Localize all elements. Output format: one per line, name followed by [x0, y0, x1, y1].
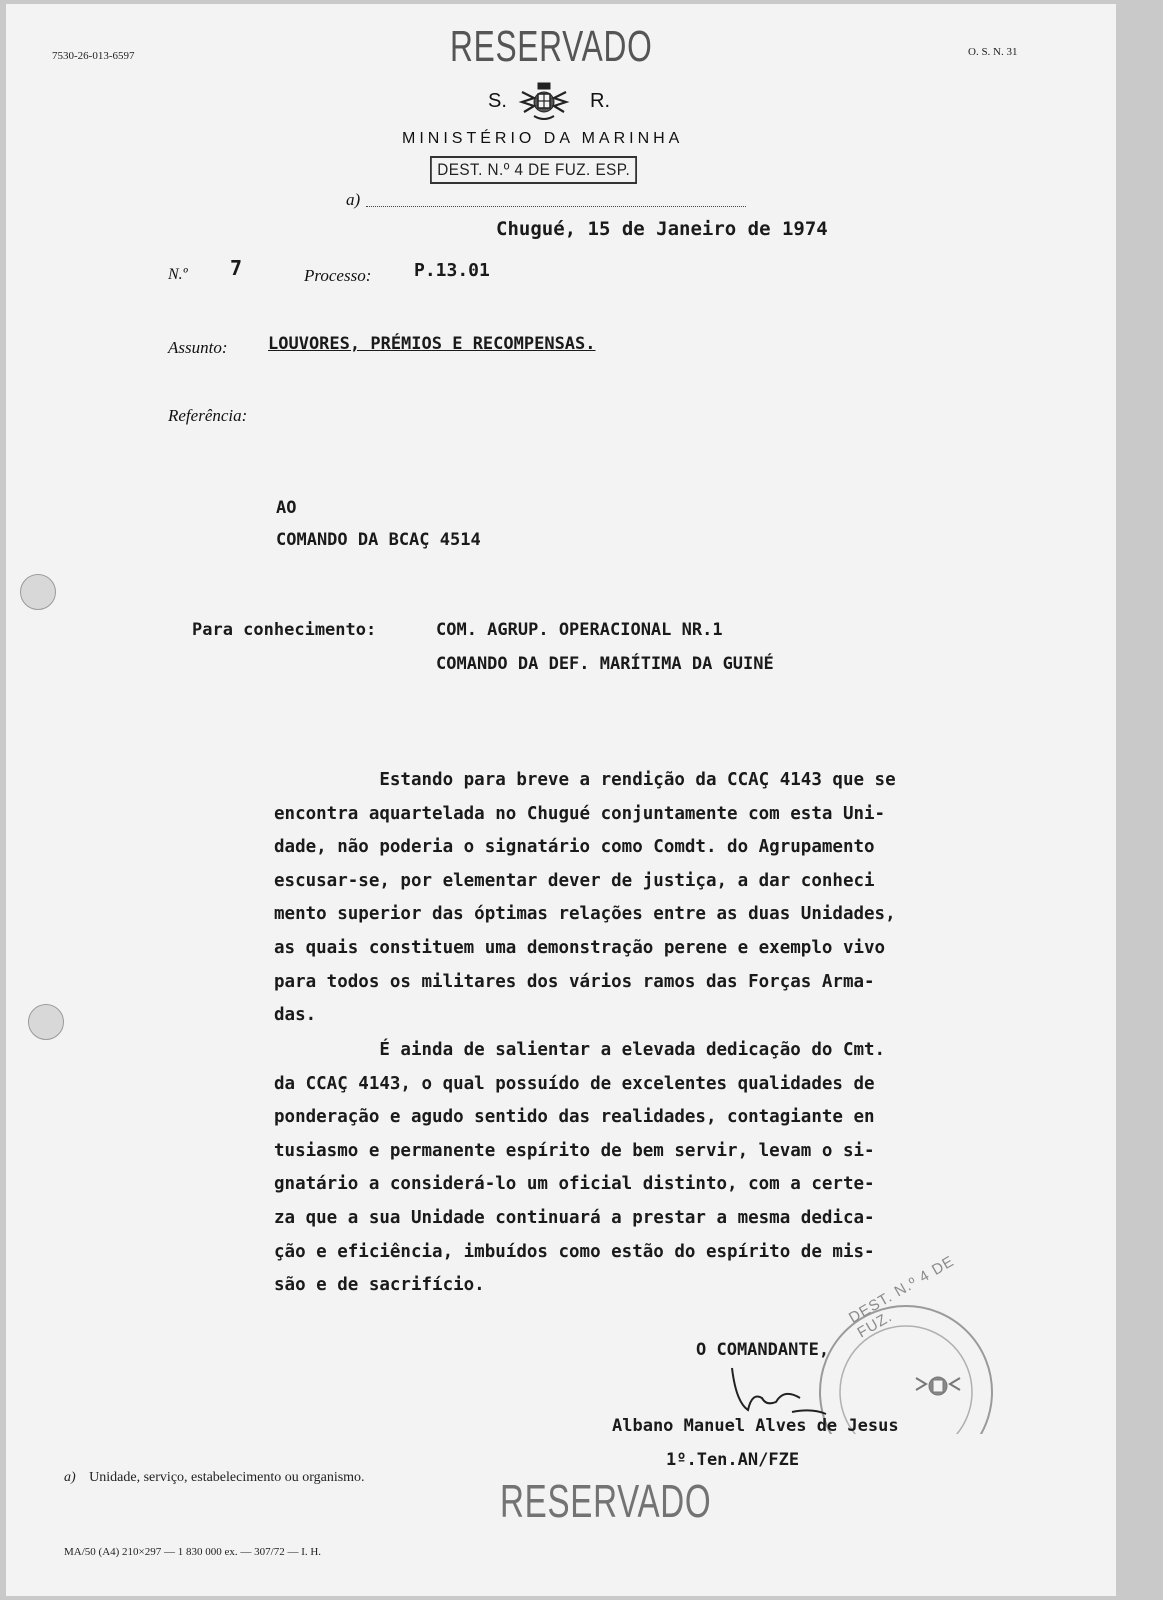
classification-stamp-bottom: RESERVADO	[500, 1475, 712, 1527]
process-label: Processo:	[304, 266, 372, 285]
signer-rank: 1º.Ten.AN/FZE	[666, 1450, 800, 1470]
cc-label: Para conhecimento:	[192, 620, 377, 640]
body-paragraph-1: Estando para breve a rendição da CCAÇ 4143 que se encontra aquartelada no Chugué conjuntamente com esta Uni- dade, não poderia o signatário como Comdt. do Agrupamento escusar-se, por elementar dever de justiça, a dar conheci mento superior das óptimas relações entre as duas Unidades, as quais constituem uma demonstração perene e exemplo vivo para todos os militares dos vários ramos das Forças Arma- das.	[274, 770, 896, 1026]
number-label: N.º	[168, 266, 188, 283]
body-paragraph-2: É ainda de salientar a elevada dedicação do Cmt. da CCAÇ 4143, o qual possuído de excelentes qualidades de ponderação e agudo sentido das realidades, contagiante en tusiasmo e permanente espírito de bem servir, levam o si- gnatário a considerá-lo um oficial distinto, com a certe- za que a sua Unidade continuará a prestar a mesma dedica- ção e eficiência, imbuídos como estão do espírito de mis- são e de sacrifício.	[274, 1040, 886, 1296]
print-info: MA/50 (A4) 210×297 — 1 830 000 ex. — 307/72 — I. H.	[64, 1546, 322, 1558]
place-and-date: Chugué, 15 de Janeiro de 1974	[496, 218, 828, 240]
subject-label: Assunto:	[168, 338, 228, 357]
document-page	[6, 4, 1116, 1596]
header-left-letter: S.	[488, 90, 507, 112]
form-code-right: O. S. N. 31	[968, 46, 1018, 58]
number-value: 7	[230, 256, 243, 280]
footnote-marker: a)	[64, 1470, 76, 1485]
classification-stamp-top: RESERVADO	[450, 22, 653, 71]
header-right-letter: R.	[590, 90, 610, 112]
addressee-line-1: AO	[276, 498, 297, 518]
punch-hole-upper	[20, 574, 56, 610]
unit-stamp-box: DEST. N.º 4 DE FUZ. ESP.	[430, 156, 637, 184]
seal-text: DEST. N.º 4 DE FUZ.	[846, 1252, 958, 1342]
signer-name: Albano Manuel Alves de Jesus	[612, 1416, 899, 1436]
coat-of-arms-icon	[516, 80, 572, 124]
subject-value: LOUVORES, PRÉMIOS E RECOMPENSAS.	[268, 334, 596, 354]
addressee-line-2: COMANDO DA BCAÇ 4514	[276, 530, 481, 550]
form-code-left: 7530-26-013-6597	[52, 50, 135, 62]
unit-line-label: a)	[346, 190, 361, 209]
cc-line-1: COM. AGRUP. OPERACIONAL NR.1	[436, 620, 723, 640]
ministry-title: MINISTÉRIO DA MARINHA	[402, 130, 684, 147]
reference-label: Referência:	[168, 406, 248, 425]
unit-line	[366, 206, 746, 207]
punch-hole-lower	[28, 1004, 64, 1040]
handwritten-signature	[722, 1362, 862, 1422]
process-value: P.13.01	[414, 260, 490, 281]
cc-line-2: COMANDO DA DEF. MARÍTIMA DA GUINÉ	[436, 654, 774, 674]
footnote-text: Unidade, serviço, estabelecimento ou organismo.	[89, 1470, 365, 1485]
signoff: O COMANDANTE,	[696, 1340, 830, 1360]
footnote	[64, 1470, 365, 1486]
